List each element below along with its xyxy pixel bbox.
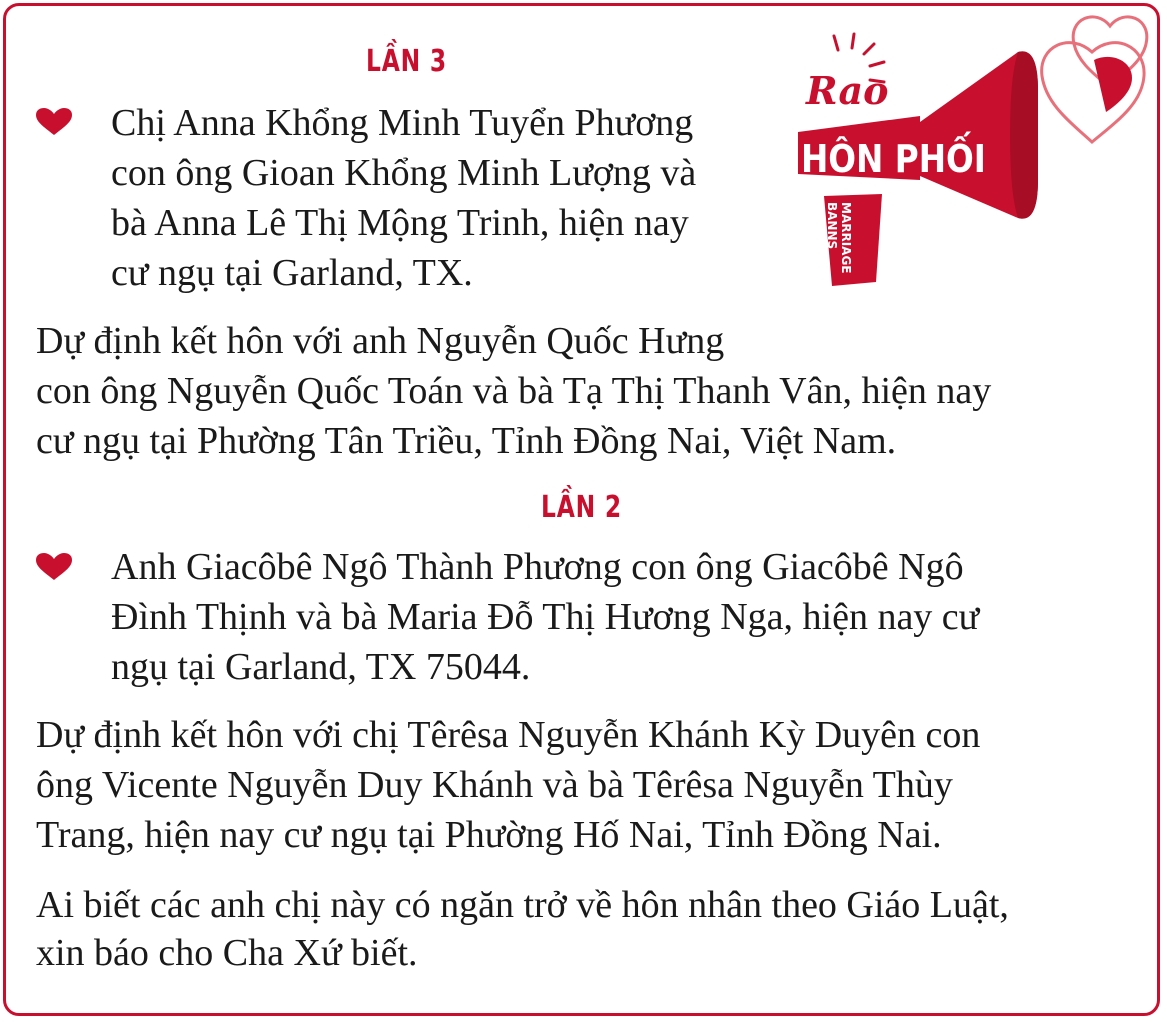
section2-intent-line: Trang, hiện nay cư ngụ tại Phường Hố Nai, Tỉnh Đồng Nai. [36,814,942,856]
heart-icon [36,108,72,136]
section2-bullet-line: Đình Thịnh và bà Maria Đỗ Thị Hương Nga, hiện nay cư [111,596,980,638]
section1-intent-line: cư ngụ tại Phường Tân Triều, Tỉnh Đồng Nai, Việt Nam. [36,420,897,462]
section2-heading: LẦN 2 [541,490,622,525]
heart-icon [36,553,72,581]
filled-heart-piece-icon [1094,57,1132,112]
logo-sub-line-2: BANNS [825,202,839,250]
section2-bullet-line: Anh Giacôbê Ngô Thành Phương con ông Giacôbê Ngô [111,546,964,588]
section1-heading: LẦN 3 [366,44,447,79]
logo-main-word: HÔN PHỐI [800,137,986,182]
section1-bullet-line: bà Anna Lê Thị Mộng Trinh, hiện nay [111,202,689,244]
section1-intent-line: con ông Nguyễn Quốc Toán và bà Tạ Thị Thanh Vân, hiện nay [36,370,992,412]
section2-bullet-line: ngụ tại Garland, TX 75044. [111,646,531,688]
section1-bullet-line: con ông Gioan Khổng Minh Lượng và [111,152,697,194]
marriage-banns-logo [770,0,1167,300]
section1-intent-line: Dự định kết hôn với anh Nguyễn Quốc Hưng [36,320,725,362]
section2-intent-line: ông Vicente Nguyễn Duy Khánh và bà Têrêsa Nguyễn Thùy [36,764,953,806]
outline-heart-large-icon [1042,43,1144,142]
closing-line: Ai biết các anh chị này có ngăn trở về hôn nhân theo Giáo Luật, [36,884,1009,926]
section1-bullet-line: cư ngụ tại Garland, TX. [111,252,473,294]
closing-line: xin báo cho Cha Xứ biết. [36,932,418,974]
logo-sub-line-1: MARRIAGE [839,202,853,274]
section2-intent-line: Dự định kết hôn với chị Têrêsa Nguyễn Khánh Kỳ Duyên con [36,714,981,756]
logo-script-word: Rao [806,68,889,113]
section1-bullet-line: Chị Anna Khổng Minh Tuyển Phương [111,102,694,144]
